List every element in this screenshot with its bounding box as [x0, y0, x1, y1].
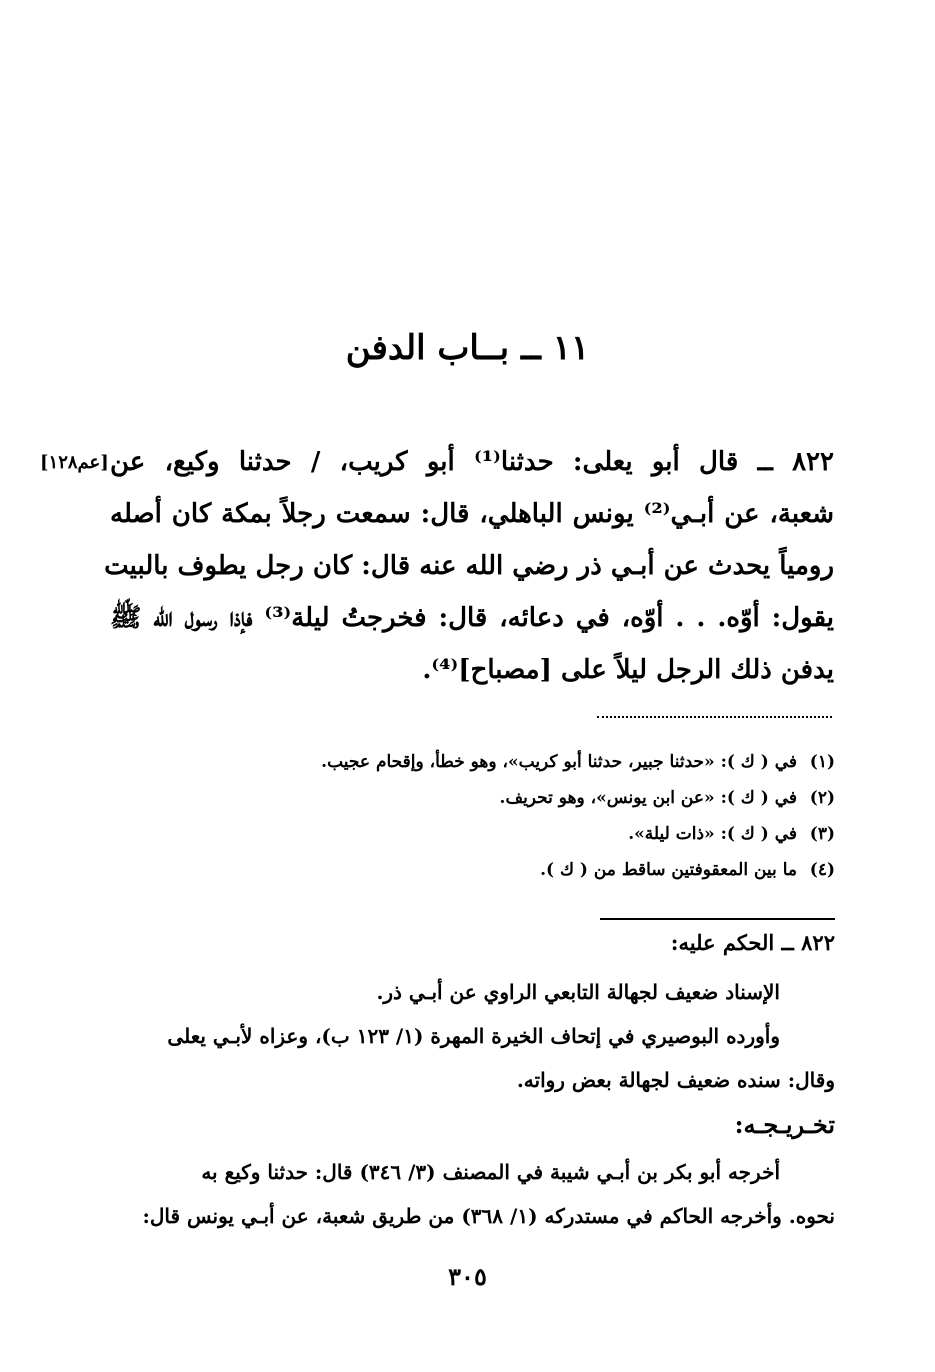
footnote-text: ما بين المعقوفتين ساقط من ( ك ).: [540, 860, 797, 880]
section-divider: [600, 918, 835, 920]
page-number: ٣٠٥: [448, 1262, 487, 1291]
ruling-line: الإسناد ضعيف لجهالة التابعي الراوي عن أبـي ذر.: [376, 980, 780, 1004]
hadith-line: رومياً يحدث عن أبـي ذر رضي الله عنه قال: كان رجل يطوف بالبيت: [104, 551, 834, 581]
footnote-text: في ( ك ): «ذات ليلة».: [628, 824, 797, 844]
takhrij-text: [111, 1150, 835, 1238]
ruling-line: وقال: سنده ضعيف لجهالة بعض رواته.: [516, 1068, 835, 1092]
footnote: [235, 816, 835, 852]
takhrij-heading: تخـريـجـه:: [734, 1110, 835, 1139]
ruling-line: وأورده البوصيري في إتحاف الخيرة المهرة (١/ ١٢٣ ب)، وعزاه لأبـي يعلى: [167, 1024, 780, 1048]
footnote: [235, 780, 835, 816]
takhrij-line: نحوه. وأخرجه الحاكم في مستدركه (١/ ٣٦٨) من طريق شعبة، عن أبـي يونس قال:: [142, 1204, 835, 1228]
footnote-number: (١): [809, 752, 835, 772]
hadith-line: ٨٢٢ ــ قال أبو يعلى: حدثنا⁽¹⁾ أبو كريب، / حدثنا وكيع، عن: [110, 447, 834, 477]
hadith-line: يدفن ذلك الرجل ليلاً على [مصباح]⁽⁴⁾.: [422, 655, 834, 685]
footnote-separator: [597, 716, 832, 718]
footnote-number: (٢): [809, 788, 835, 808]
hadith-line: شعبة، عن أبـي⁽²⁾ يونس الباهلي، قال: سمعت رجلاً بمكة كان أصله: [110, 499, 835, 529]
ruling-text: [111, 970, 835, 1102]
hadith-line: يقول: أوّه. . . أوّه، في دعائه، قال: فخرجتُ ليلة⁽³⁾ فإذا رسول الله ﷺ: [110, 603, 834, 633]
footnotes: [235, 744, 835, 888]
chapter-title: ١١ ــ بــاب الدفن: [345, 328, 590, 368]
footnote: [235, 852, 835, 888]
footnote-text: في ( ك ): «حدثنا جبير، حدثنا أبو كريب»، وهو خطأ، وإقحام عجيب.: [321, 752, 797, 772]
ruling-heading: ٨٢٢ ــ الحكم عليه:: [670, 930, 835, 955]
footnote-text: في ( ك ): «عن ابن يونس»، وهو تحريف.: [499, 788, 797, 808]
margin-reference: [عم١٢٨]: [40, 452, 109, 473]
takhrij-line: أخرجه أبو بكر بن أبـي شيبة في المصنف (٣/ ٣٤٦) قال: حدثنا وكيع به: [201, 1160, 780, 1184]
footnote-number: (٤): [809, 860, 835, 880]
footnote: [235, 744, 835, 780]
footnote-number: (٣): [809, 824, 835, 844]
hadith-text: [104, 436, 835, 696]
